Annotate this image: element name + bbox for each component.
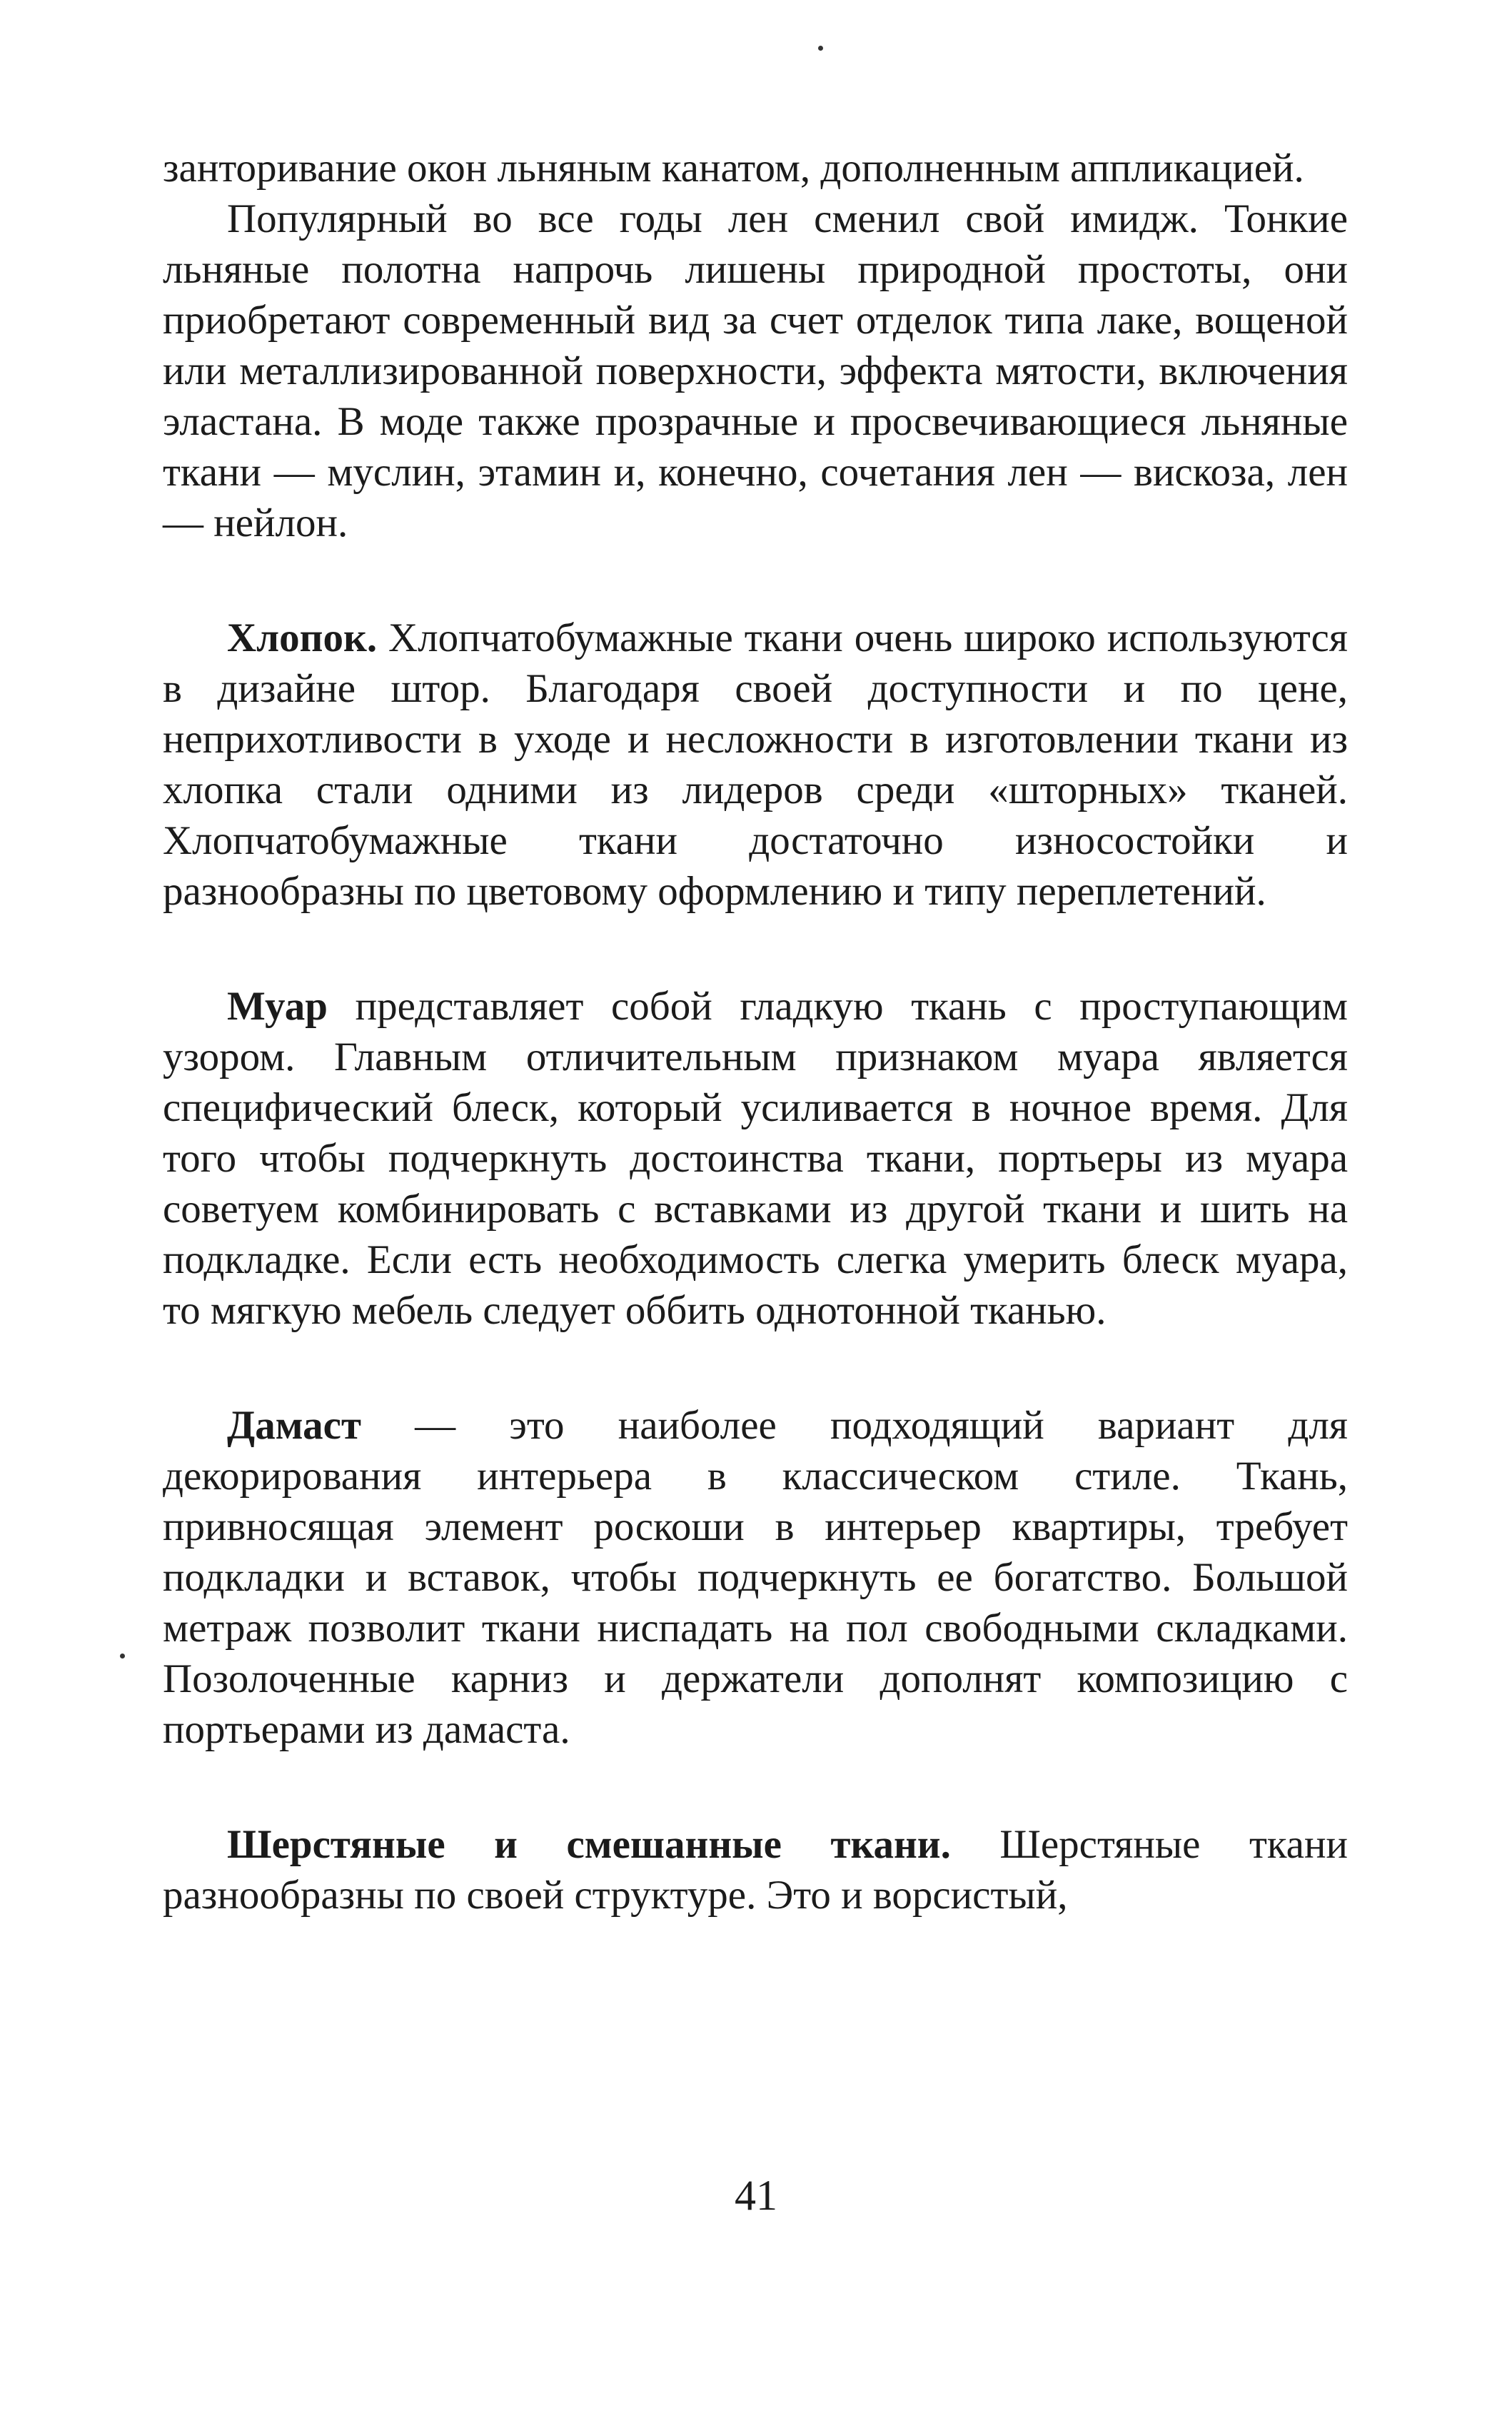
print-speck xyxy=(818,46,823,51)
paragraph-text: Популярный во все годы лен сменил свой имидж. Тонкие льняные полотна напрочь лишены природной простоты, они приобретают современный вид за счет отделок типа лаке, вощеной или металлизированной поверхности, эффекта мятости, включения эластана. В моде также прозрачные и просвечивающиеся льняные ткани — муслин, этамин и, конечно, сочетания лен — вискоза, лен — нейлон. xyxy=(163,196,1348,545)
page-body xyxy=(163,143,1348,1921)
paragraph-text: занторивание окон льняным канатом, дополненным аппликацией. xyxy=(163,146,1304,191)
paragraph-linen xyxy=(163,193,1348,548)
paragraph-text: — это наиболее подходящий вариант для декорирования интерьера в классическом стиле. Ткань, привносящая элемент роскоши в интерьер квартиры, требует подкладки и вставок, чтобы подчеркнуть ее богатство. Большой метраж позволит ткани ниспадать на пол свободными складками. Позолоченные карниз и держатели дополнят композицию с портьерами из дамаста. xyxy=(163,1403,1348,1752)
paragraph-text: представляет собой гладкую ткань с проступающим узором. Главным отличительным признаком муара является специфический блеск, который усиливается в ночное время. Для того чтобы подчеркнуть достоинства ткани, портьеры из муара советуем комбинировать с вставками из другой ткани и шить на подкладке. Если есть необходимость слегка умерить блеск муара, то мягкую мебель следует оббить однотонной тканью. xyxy=(163,984,1348,1333)
paragraph-damask xyxy=(163,1400,1348,1755)
term-heading: Муар xyxy=(227,984,328,1029)
paragraph-moire xyxy=(163,981,1348,1336)
paragraph-text: Шерстяные ткани разнообразны по своей структуре. Это и ворсистый, xyxy=(163,1822,1348,1918)
page-number: 41 xyxy=(735,2172,777,2219)
term-heading: Хлопок. xyxy=(227,615,378,660)
paragraph-cotton xyxy=(163,613,1348,917)
term-heading: Дамаст xyxy=(227,1403,361,1448)
print-speck xyxy=(120,1654,125,1659)
paragraph-wool xyxy=(163,1819,1348,1921)
term-heading: Шерстяные и смешанные ткани. xyxy=(227,1822,951,1867)
paragraph-continuation xyxy=(163,143,1348,193)
paragraph-text: Хлопчатобумажные ткани очень широко используются в дизайне штор. Благодаря своей доступности и по цене, неприхотливости в уходе и несложности в изготовлении ткани из хлопка стали одними из лидеров среди «шторных» тканей. Хлопчатобумажные ткани достаточно износостойки и разнообразны по цветовому оформлению и типу переплетений. xyxy=(163,615,1348,914)
